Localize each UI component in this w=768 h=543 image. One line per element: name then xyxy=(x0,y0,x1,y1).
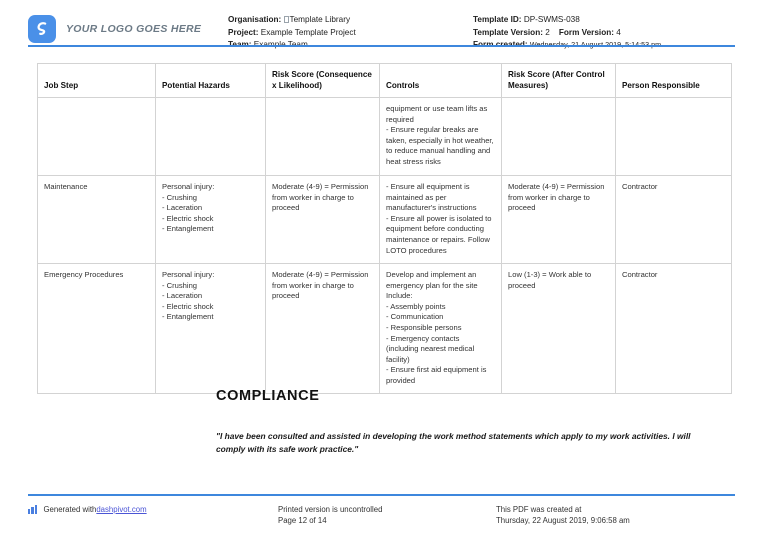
meta-label-template-id: Template ID: xyxy=(473,15,522,24)
meta-row-template-id xyxy=(473,14,736,27)
document-footer xyxy=(28,504,735,527)
meta-row-project xyxy=(228,27,473,40)
column-header-controls: Controls xyxy=(380,64,502,98)
header-divider xyxy=(28,45,735,47)
meta-row-versions xyxy=(473,27,736,40)
table-header-row xyxy=(38,64,732,98)
cell-job-step: Emergency Procedures xyxy=(38,264,156,394)
cell-risk-score: Moderate (4-9) = Permission from worker in charge to proceed xyxy=(266,176,380,264)
document-header xyxy=(0,0,768,44)
cell-risk-score-after: Moderate (4-9) = Permission from worker in charge to proceed xyxy=(502,176,616,264)
cell-controls: - Ensure all equipment is maintained as per manufacturer's instructions - Ensure all power is isolated to equipment before conducting maintenance or repairs. Follow LOTO procedures xyxy=(380,176,502,264)
cell-person-responsible: Contractor xyxy=(616,264,732,394)
footer-page-number: Page 12 of 14 xyxy=(278,516,327,526)
compliance-section xyxy=(216,388,716,456)
logo-block xyxy=(28,12,228,43)
cell-potential-hazards: Personal injury: - Crushing - Laceration - Electric shock - Entanglement xyxy=(156,176,266,264)
cell-controls: Develop and implement an emergency plan for the site Include: - Assembly points - Communication - Responsible persons - Emergency contacts (including nearest medical facility) - Ensure first aid equipment is provided xyxy=(380,264,502,394)
table-body xyxy=(38,98,732,394)
cell-risk-score-after xyxy=(502,98,616,176)
column-header-risk-score: Risk Score (Consequence x Likelihood) xyxy=(266,64,380,98)
footer-generated-prefix: Generated with xyxy=(43,505,97,514)
missing-glyph-icon xyxy=(284,16,289,24)
table-row xyxy=(38,98,732,176)
cell-controls: equipment or use team lifts as required - Ensure regular breaks are taken, especially in hot weather, to reduce manual handling and heat stress risks xyxy=(380,98,502,176)
column-header-risk-score-after: Risk Score (After Control Measures) xyxy=(502,64,616,98)
meta-row-organisation xyxy=(228,14,473,27)
logo-text: YOUR LOGO GOES HERE xyxy=(66,23,202,35)
table-row xyxy=(38,176,732,264)
meta-label-organisation: Organisation: xyxy=(228,15,282,24)
meta-value-organisation: Template Library xyxy=(289,15,351,24)
cell-risk-score-after: Low (1-3) = Work able to proceed xyxy=(502,264,616,394)
chart-bars-icon xyxy=(28,505,38,514)
cell-person-responsible xyxy=(616,98,732,176)
meta-label-template-version: Template Version: xyxy=(473,27,543,37)
footer-generated-with xyxy=(28,504,278,515)
meta-label-form-version: Form Version: xyxy=(558,27,614,37)
table-row xyxy=(38,264,732,394)
cell-person-responsible: Contractor xyxy=(616,176,732,264)
swms-table xyxy=(37,63,732,394)
footer-pdf-timestamp: Thursday, 22 August 2019, 9:06:58 am xyxy=(496,516,630,526)
meta-value-form-version: 4 xyxy=(616,27,621,37)
column-header-person-responsible: Person Responsible xyxy=(616,64,732,98)
meta-value-template-id: DP-SWMS-038 xyxy=(523,15,580,24)
footer-print-notice xyxy=(278,504,496,527)
footer-pdf-created xyxy=(496,504,735,527)
column-header-potential-hazards: Potential Hazards xyxy=(156,64,266,98)
column-header-job-step: Job Step xyxy=(38,64,156,98)
cell-risk-score xyxy=(266,98,380,176)
dashpivot-link[interactable]: dashpivot.com xyxy=(96,505,147,514)
compliance-statement: "I have been consulted and assisted in developing the work method statements which apply to my work activities. I will comply with its safe work practice." xyxy=(216,431,691,454)
cell-potential-hazards xyxy=(156,98,266,176)
footer-pdf-line1: This PDF was created at xyxy=(496,505,582,514)
meta-label-project: Project: xyxy=(228,27,259,37)
cell-job-step xyxy=(38,98,156,176)
meta-value-project: Example Template Project xyxy=(260,27,356,37)
company-logo-icon xyxy=(28,15,56,43)
swms-table-container xyxy=(37,63,731,394)
cell-potential-hazards: Personal injury: - Crushing - Laceration - Electric shock - Entanglement xyxy=(156,264,266,394)
cell-job-step: Maintenance xyxy=(38,176,156,264)
compliance-heading: COMPLIANCE xyxy=(216,388,320,404)
meta-value-template-version: 2 xyxy=(545,27,550,37)
footer-printed-line1: Printed version is uncontrolled xyxy=(278,505,383,514)
footer-divider xyxy=(28,494,735,496)
cell-risk-score: Moderate (4-9) = Permission from worker in charge to proceed xyxy=(266,264,380,394)
